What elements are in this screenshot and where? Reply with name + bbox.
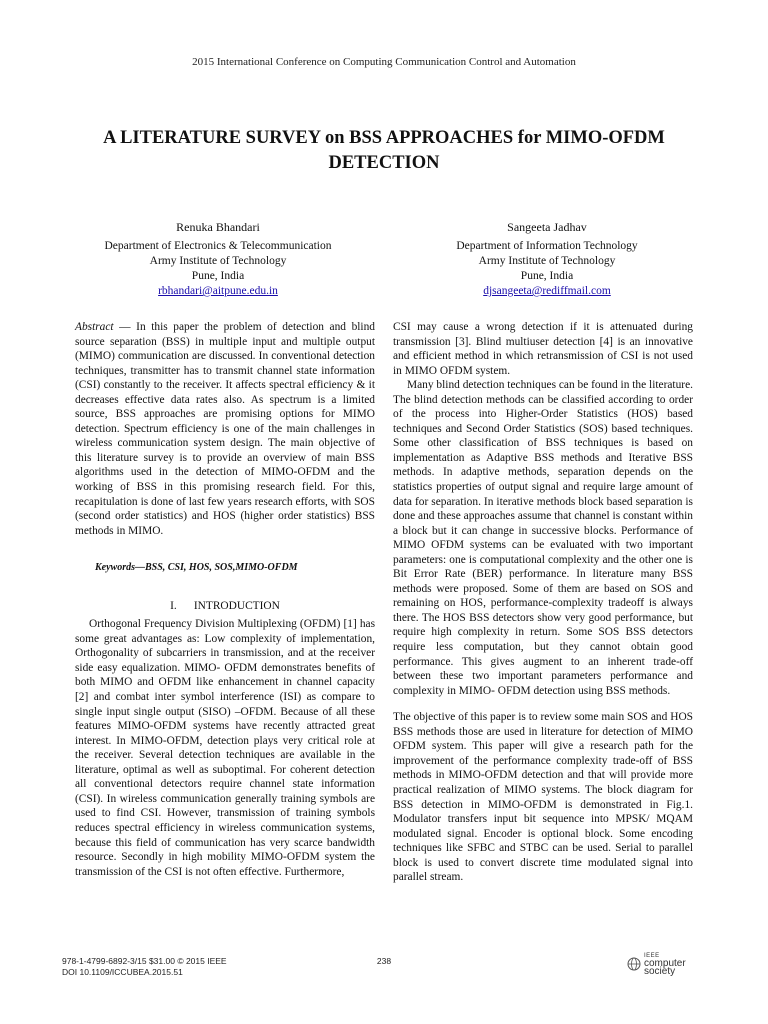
abstract-text: — In this paper the problem of detection and blind source separation (BSS) in multiple input and multiple output (MIMO) communication are discussed. In conventional detection techniques, transmitter has to transmit channel state information (CSI) constantly to the receiver. It affects spectral efficiency & it decreases effective data rates also. As spectrum is a limited source, BSS approaches are promising options for MIMO detection. Spectrum efficiency is one of the main challenges in wireless communication system design. The main objective of this literature survey is to provide an overview of main BSS algorithms used in the detection of MIMO-OFDM and the working of BSS in this promising research field. For this, recapitulation is done of last few years research efforts, with SOS (second order statistics) and HOS (higher order statistics) BSS methods in MIMO. (75, 321, 375, 537)
globe-icon (627, 957, 641, 971)
paper-title (60, 126, 708, 176)
keywords: Keywords—BSS, CSI, HOS, SOS,MIMO-OFDM (95, 562, 298, 574)
right-paragraph-1: CSI may cause a wrong detection if it is attenuated during transmission [3]. Blind multiuser detection [4] is an innovative and efficient method in which retransmission of CSI is not used in MIMO OFDM system. (393, 321, 693, 377)
title-line-2: DETECTION (328, 153, 440, 173)
author-department: Department of Electronics & Telecommunication (104, 240, 332, 252)
page-number: 238 (376, 956, 392, 966)
right-paragraph-2: Many blind detection techniques can be found in the literature. The blind detection methods can be classified according to order of the process into Higher-Order Statistics (HOS) based techniques and Second Order Statistics (SOS) based techniques. Some other classification of BSS techniques is based on implementation as Adaptive BSS methods and Iterative BSS methods. In adaptive methods, separation depends on the statistics properties of output signal and require large amount of data for separation. In iterative methods block based separation is done and these approaches assume that channel is constant within a block but it can change in successive blocks. Performance of MIMO OFDM systems can be evaluated with two important parameters: one is computational complexity and the other one is Bit Error Rate (BER) performance. In literature many BSS methods were proposed. Some of them are based on SOS and remaining on HOS, performance-complexity tradeoff is always there. The HOS BSS detectors show very good performance, but require high complexity in return. Some SOS BSS detectors require less computation, but they cannot obtain good performance. This gives augment to an inherent trade-off between these two important parameters performance and complexity in MIMO- OFDM detection using BSS methods. (393, 379, 693, 697)
abstract-label: Abstract (75, 321, 114, 333)
intro-paragraph: Orthogonal Frequency Division Multiplexing (OFDM) [1] has some great advantages as: Low complexity of implementation, Orthogonality of subcarriers in transmission, and at the receiver side easy equalization. MIMO- OFDM demonstrates benefits of both MIMO and OFDM like enhancement in channel capacity [2] and combat inter symbol interference (ISI) as compare to single input single output (SISO) –OFDM. Because of all these features MIMO-OFDM systems have recently attracted great interest. In MIMO-OFDM, detection plays very critical role at the receiver. Several detection techniques are available in the literature, optimal as well as suboptimal. For coherent detection all conventional detectors require channel state information (CSI). In wireless communication generally training symbols are used to find CSI. However, transmission of training symbols reduces spectral efficiency in wireless communication systems, because this field of communication has very scarce bandwidth resource. Secondly in high mobility MIMO-OFDM system the transmission of the CSI is not often effective. Furthermore, (75, 618, 375, 878)
author-email-link[interactable]: rbhandari@aitpune.edu.in (158, 285, 278, 297)
author-block-1 (68, 220, 368, 299)
author-block-2 (397, 220, 697, 299)
author-name: Sangeeta Jadhav (507, 220, 587, 234)
logo-society: society (644, 966, 676, 977)
conference-header: 2015 International Conference on Computing Communication Control and Automation (192, 56, 576, 68)
author-department: Department of Information Technology (456, 240, 638, 252)
abstract (75, 320, 375, 538)
author-institute: Army Institute of Technology (478, 255, 616, 267)
footer-isbn: 978-1-4799-6892-3/15 $31.00 © 2015 IEEE (62, 956, 227, 966)
author-institute: Army Institute of Technology (149, 255, 287, 267)
author-email-link[interactable]: djsangeeta@rediffmail.com (483, 285, 611, 297)
section-heading-introduction: I. INTRODUCTION (170, 599, 280, 612)
left-column (75, 320, 375, 879)
title-line-1: A LITERATURE SURVEY on BSS APPROACHES for MIMO-OFDM (103, 128, 665, 148)
author-city: Pune, India (520, 270, 574, 282)
logo-ieee: IEEE (644, 953, 660, 959)
logo-text (644, 952, 686, 976)
right-paragraph-3: The objective of this paper is to review some main SOS and HOS BSS methods those are used in literature for detection of MIMO OFDM system. This paper will give a research path for the improvement of the performance complexity trade-off of BSS methods in MIMO-OFDM detection and that will provide more practical realization of MIMO systems. The block diagram for BSS detection in MIMO-OFDM is demonstrated in Fig.1. Modulator transfers input bit sequence into MPSK/ MQAM modulated signal. Encoder is optional block. Some encoding techniques like SFBC and STBC can be used. Serial to parallel block is used to convert discrete time modulated signal into parallel stream. (393, 711, 693, 884)
ieee-computer-society-logo (627, 952, 686, 976)
footer-doi: DOI 10.1109/ICCUBEA.2015.51 (62, 967, 183, 977)
right-column (393, 320, 693, 885)
paragraph-gap (393, 698, 693, 710)
logo-computer: computer (644, 958, 686, 969)
author-city: Pune, India (191, 270, 245, 282)
author-name: Renuka Bhandari (176, 220, 260, 234)
